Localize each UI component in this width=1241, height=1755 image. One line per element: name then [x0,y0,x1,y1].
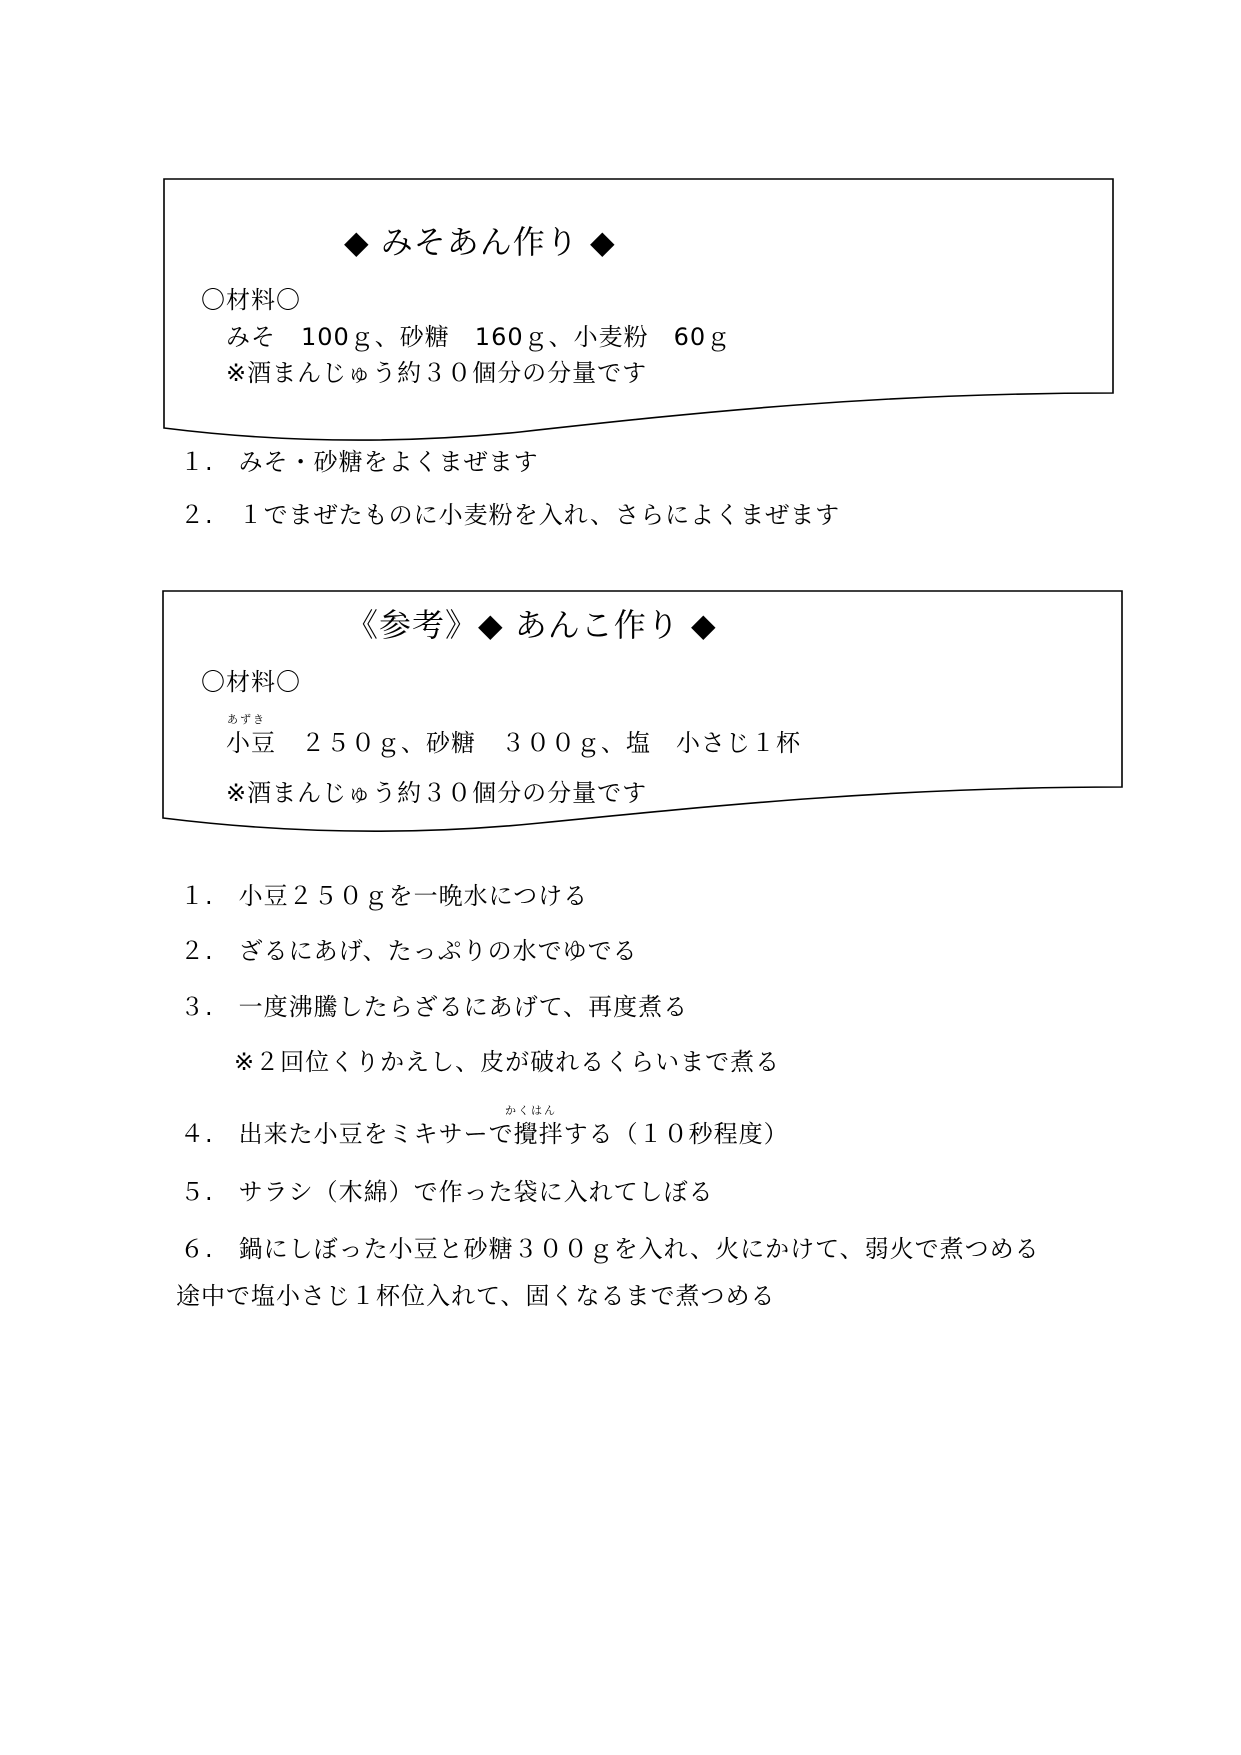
anko-step-3-note: ※２回位くりかえし、皮が破れるくらいまで煮る [234,1048,781,1076]
anko-step-4: ４. 出来た小豆をミキサーで攪拌する（１０秒程度） [180,1120,789,1148]
azuki-furigana: あずき [227,713,266,726]
miso-step-2: ２. １でまぜたものに小麦粉を入れ、さらによくまぜます [180,501,841,529]
anko-step-3: ３. 一度沸騰したらざるにあげて、再度煮る [180,993,689,1021]
anko-materials-heading: 〇材料〇 [201,668,301,696]
anko-note: ※酒まんじゅう約３０個分の分量です [226,779,648,807]
miso-title: ◆ みそあん作り ◆ [344,223,616,261]
miso-materials-heading: 〇材料〇 [201,286,301,314]
anko-step-1: １. 小豆２５０ｇを一晩水につける [180,882,589,910]
miso-materials-line: みそ 100ｇ、砂糖 160ｇ、小麦粉 60ｇ [226,323,732,351]
anko-materials-line: 小豆 ２５０ｇ、砂糖 ３００ｇ、塩 小さじ１杯 [226,729,801,757]
miso-note: ※酒まんじゅう約３０個分の分量です [226,359,648,387]
kakuhan-furigana: かくはん [505,1104,557,1117]
anko-step-6-continued: 途中で塩小さじ１杯位入れて、固くなるまで煮つめる [176,1282,776,1310]
miso-step-1: １. みそ・砂糖をよくまぜます [180,448,539,476]
anko-step-5: ５. サラシ（木綿）で作った袋に入れてしぼる [180,1178,714,1206]
anko-title: 《参考》◆ あんこ作り ◆ [346,606,717,644]
anko-step-6: ６. 鍋にしぼった小豆と砂糖３００ｇを入れ、火にかけて、弱火で煮つめる [180,1235,1040,1263]
anko-step-2: ２. ざるにあげ、たっぷりの水でゆでる [180,937,638,965]
miso-materials-box [164,179,1113,440]
